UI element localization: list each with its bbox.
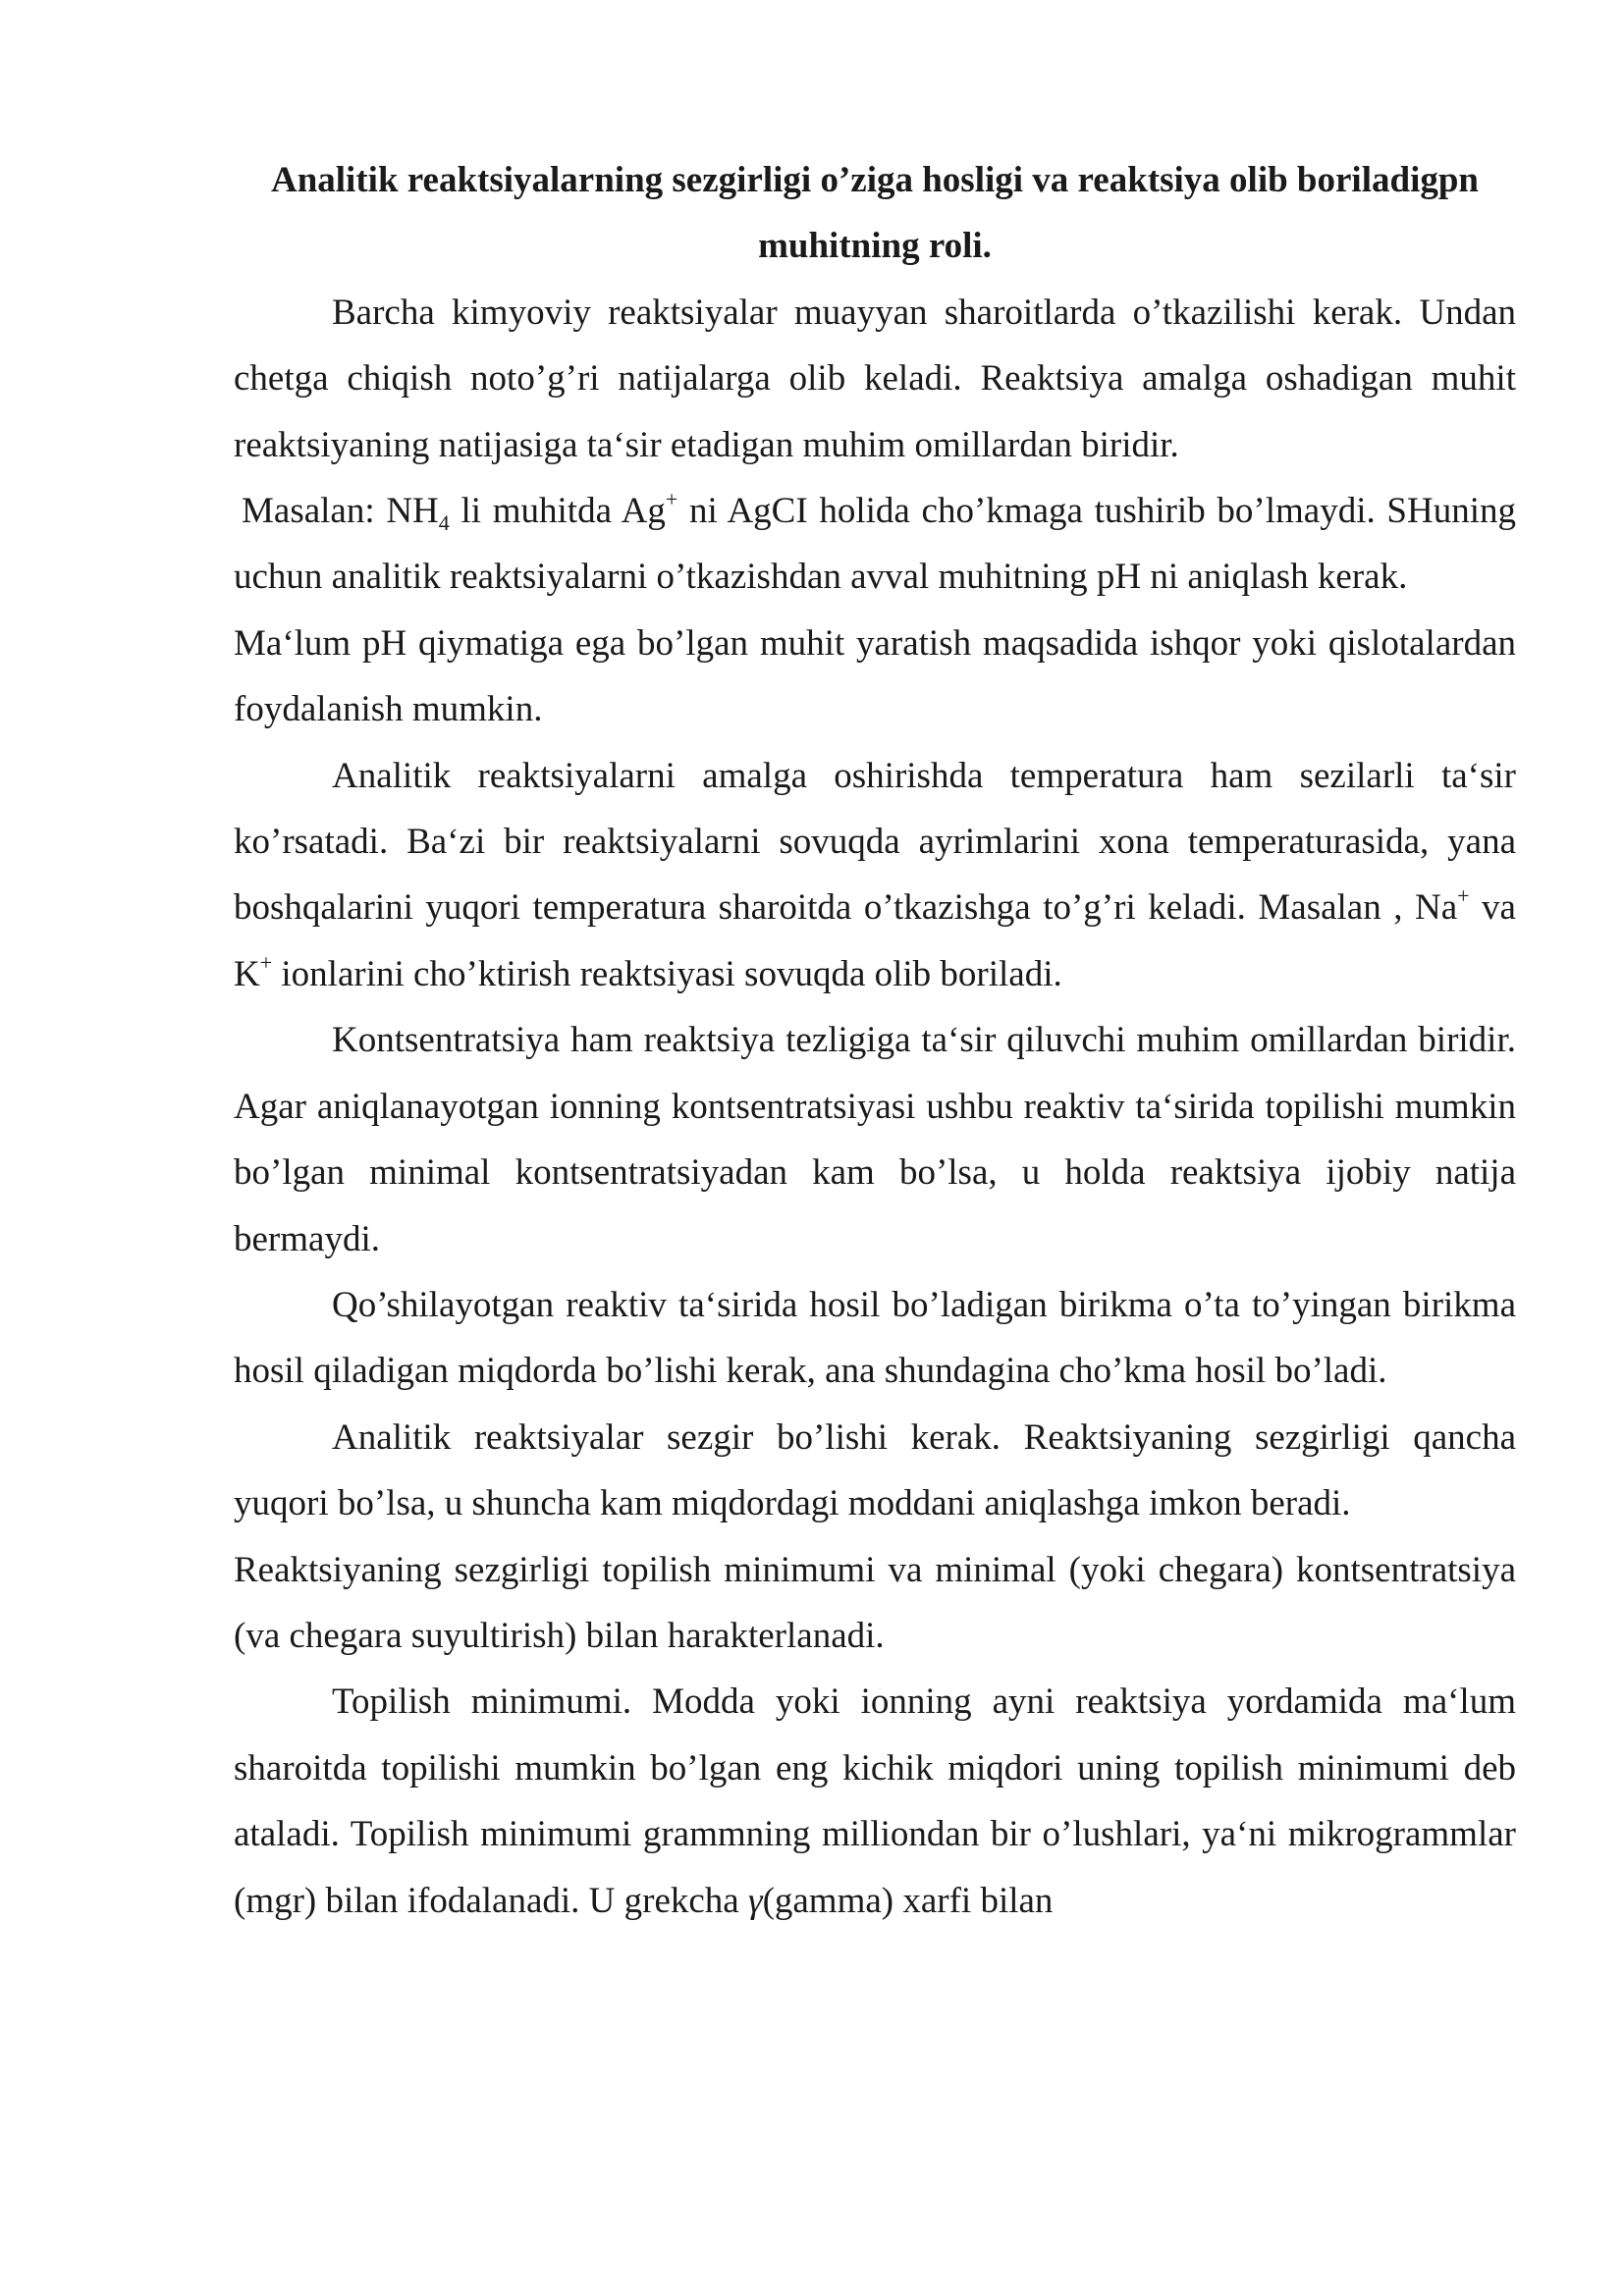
paragraph-9-text-1: Topilish minimumi. Modda yoki ionning ayni reaktsiya yordamida ma‘lum sharoitda topilishi mumkin bo’lgan eng kichik miqdori uning topilish minimumi deb ataladi. Topilish minimumi grammning milliondan bir o’lushlari, ya‘ni mikrogrammlar (mgr) bilan ifodalanadi. U grekcha — [234, 1682, 1516, 1921]
paragraph-4-text-2: va K — [234, 887, 1516, 994]
paragraph-5: Kontsentratsiya ham reaktsiya tezligiga ta‘sir qiluvchi muhim omillardan biridir. Agar aniqlanayotgan ionning kontsentratsiyasi ushbu reaktiv ta‘sirida topilishi mumkin bo’lgan minimal kontsentratsiyadan kam bo’lsa, u holda reaktsiya ijobiy natija bermaydi. — [234, 1020, 1516, 1259]
subscript-4: 4 — [438, 510, 450, 536]
superscript-plus-k: + — [259, 949, 273, 975]
paragraph-7: Analitik reaktsiyalar sezgir bo’lishi kerak. Reaktsiyaning sezgirligi qancha yuqori bo’lsa, u shuncha kam miqdordagi moddani aniqlashga imkon beradi. — [234, 1416, 1516, 1524]
paragraph-9-text-2: (gamma) xarfi bilan — [762, 1880, 1054, 1921]
paragraph-2-text-3: ni AgCI holida cho’kmaga tushirib bo’lmaydi. SHuning uchun analitik reaktsiyalarni o’tkazishdan avval muhitning pH ni aniqlash kerak. — [234, 491, 1517, 598]
paragraph-1: Barcha kimyoviy reaktsiyalar muayyan sharoitlarda o’tkazilishi kerak. Undan chetga chiqish noto’g’ri natijalarga olib keladi. Reaktsiya amalga oshadigan muhit reaktsiyaning natijasiga ta‘sir etadigan muhim omillardan biridir. — [234, 292, 1516, 465]
paragraph-4-text-1: Analitik reaktsiyalarni amalga oshirishda temperatura ham sezilarli ta‘sir ko’rsatadi. Ba‘zi bir reaktsiyalarni sovuqda ayrimlarini xona temperaturasida, yana boshqalarini yuqori temperatura sharoitda o’tkazishga to’g’ri keladi. Masalan , Na — [234, 755, 1516, 929]
paragraph-9 — [234, 1669, 1516, 1934]
paragraph-8: Reaktsiyaning sezgirligi topilish minimumi va minimal (yoki chegara) kontsentratsiya (va chegara suyultirish) bilan harakterlanadi. — [234, 1549, 1516, 1656]
paragraph-2-text-2: li muhitda Ag — [449, 491, 666, 532]
paragraph-4 — [234, 743, 1516, 1008]
gamma-symbol: γ — [747, 1880, 763, 1921]
paragraph-2 — [234, 478, 1516, 611]
paragraph-6: Qo’shilayotgan reaktiv ta‘sirida hosil bo’ladigan birikma o’ta to’yingan birikma hosil qiladigan miqdorda bo’lishi kerak, ana shundagina cho’kma hosil bo’ladi. — [234, 1284, 1516, 1392]
paragraph-3: Ma‘lum pH qiymatiga ega bo’lgan muhit yaratish maqsadida ishqor yoki qislotalardan foydalanish mumkin. — [234, 622, 1516, 730]
paragraph-2-text-1: Masalan: NH — [242, 491, 439, 532]
superscript-plus: + — [665, 487, 678, 512]
document-page — [234, 147, 1516, 1934]
paragraph-4-text-3: ionlarini cho’ktirish reaktsiyasi sovuqda olib boriladi. — [272, 953, 1062, 994]
superscript-plus-na: + — [1457, 883, 1470, 909]
document-title: Analitik reaktsiyalarning sezgirligi o’ziga hosligi va reaktsiya olib boriladigpn muhitning roli. — [270, 160, 1479, 267]
